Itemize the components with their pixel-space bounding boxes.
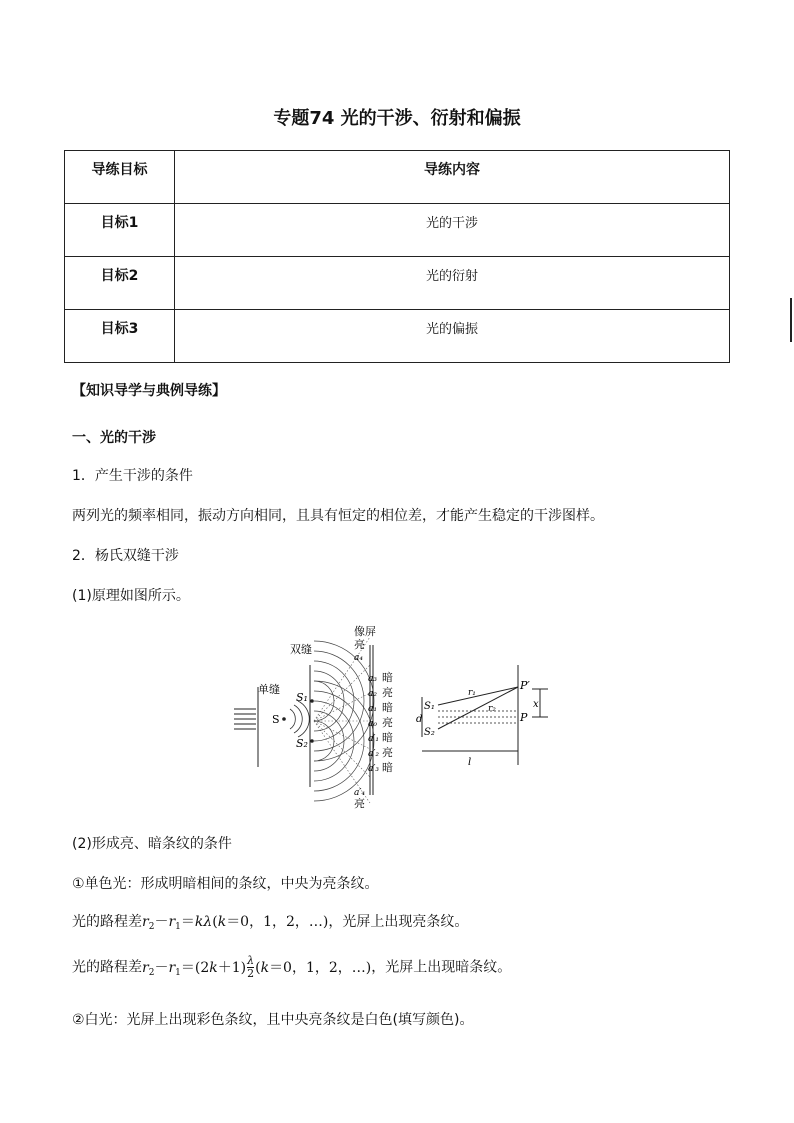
a3p-label: a′₃ <box>368 764 380 774</box>
mono-light-text: ①单色光：形成明暗相间的条纹，中央为亮条纹。 <box>72 876 379 892</box>
screen-label: 像屏 <box>354 625 376 638</box>
item2-title: 2．杨氏双缝干涉 <box>72 548 179 564</box>
table-row <box>65 257 730 310</box>
a3-label: a₃ <box>368 674 377 684</box>
page-title: 专题74 光的干涉、衍射和偏振 <box>273 108 521 129</box>
table-cell-goal: 目标1 <box>65 204 175 257</box>
a1p-label: a′₁ <box>368 734 380 744</box>
incoming-light-arrows <box>234 709 256 729</box>
fringe-bright-2: 亮 <box>382 746 393 759</box>
table-cell-content: 光的干涉 <box>175 204 730 257</box>
table-header-goal: 导练目标 <box>65 151 175 204</box>
a2-label: a₂ <box>368 689 377 699</box>
right-s2-label: S₂ <box>424 727 435 738</box>
double-slit-figure <box>230 625 560 810</box>
a4p-label: a′₄ <box>354 788 366 798</box>
s2-dot <box>310 739 314 743</box>
fringe-dark-4: 暗 <box>382 761 393 774</box>
geometry-diagram <box>416 665 548 768</box>
x-label: x <box>533 699 539 710</box>
table-cell-goal: 目标3 <box>65 310 175 363</box>
single-slit-label: 单缝 <box>258 683 280 696</box>
bright-formula: $r_2-r_1=k\lambda(k=0$，1，2，…) <box>142 914 329 932</box>
dark-prefix: 光的路程差 <box>72 959 142 976</box>
section-heading: 【知识导学与典例导练】 <box>72 383 226 399</box>
r1-label: r₁ <box>468 688 476 698</box>
margin-mark <box>790 298 792 342</box>
fringe-center-bright: 亮 <box>382 716 393 729</box>
table-row <box>65 310 730 363</box>
p-label: P <box>520 711 528 724</box>
item1-title: 1．产生干涉的条件 <box>72 468 193 484</box>
table-header-content: 导练内容 <box>175 151 730 204</box>
fringe-bottom-bright: 亮 <box>354 797 365 810</box>
dark-formula: $r_2-r_1=(2k+1)$ $\frac{\lambda}{2}$ (k＝0，1，2，…) <box>142 954 372 980</box>
item1-text: 两列光的频率相同，振动方向相同，且具有恒定的相位差，才能产生稳定的干涉图样。 <box>72 508 604 524</box>
double-slit-label: 双缝 <box>290 643 312 656</box>
source-label: S <box>272 713 280 726</box>
s1-label: S₁ <box>296 691 308 704</box>
table-cell-goal: 目标2 <box>65 257 175 310</box>
dark-condition <box>72 955 511 980</box>
a2p-label: a′₂ <box>368 749 380 759</box>
a1-label: a₁ <box>368 704 377 714</box>
table-header-row <box>65 151 730 204</box>
table-cell-content: 光的衍射 <box>175 257 730 310</box>
dark-suffix: ，光屏上出现暗条纹。 <box>371 959 512 976</box>
p-prime-label: P′ <box>520 679 530 692</box>
bright-prefix: 光的路程差 <box>72 914 142 930</box>
ray-r1 <box>438 687 518 705</box>
table-row <box>65 204 730 257</box>
white-light-text: ②白光：光屏上出现彩色条纹，且中央亮条纹是白色(填写颜色)。 <box>72 1012 474 1028</box>
fringe-dark-1: 暗 <box>382 671 393 684</box>
goals-table <box>64 150 730 363</box>
lambda-half-fraction: $\frac{\lambda}{2}$ <box>247 954 255 980</box>
source-wavefronts <box>290 701 309 737</box>
r2-label: r₂ <box>488 704 496 714</box>
l-label: l <box>468 757 472 768</box>
right-d-label: d <box>416 714 423 725</box>
fringe-top-bright: 亮 <box>354 638 365 651</box>
slit-wavefronts <box>314 641 374 801</box>
sub-heading: 一、光的干涉 <box>72 430 156 446</box>
source-dot <box>282 717 286 721</box>
a0-label: a₀ <box>368 719 377 729</box>
s2-label: S₂ <box>296 737 308 750</box>
item2-2-text: (2)形成亮、暗条纹的条件 <box>72 836 232 852</box>
fringe-dark-2: 暗 <box>382 701 393 714</box>
fringe-bright-1: 亮 <box>382 686 393 699</box>
fringe-dark-3: 暗 <box>382 731 393 744</box>
bright-condition <box>72 911 468 932</box>
right-s1-label: S₁ <box>424 701 435 712</box>
s1-dot <box>310 699 314 703</box>
table-cell-content: 光的偏振 <box>175 310 730 363</box>
a4-label: a₄ <box>354 653 363 663</box>
bright-suffix: ，光屏上出现亮条纹。 <box>328 914 469 930</box>
item2-1-text: (1)原理如图所示。 <box>72 588 190 604</box>
